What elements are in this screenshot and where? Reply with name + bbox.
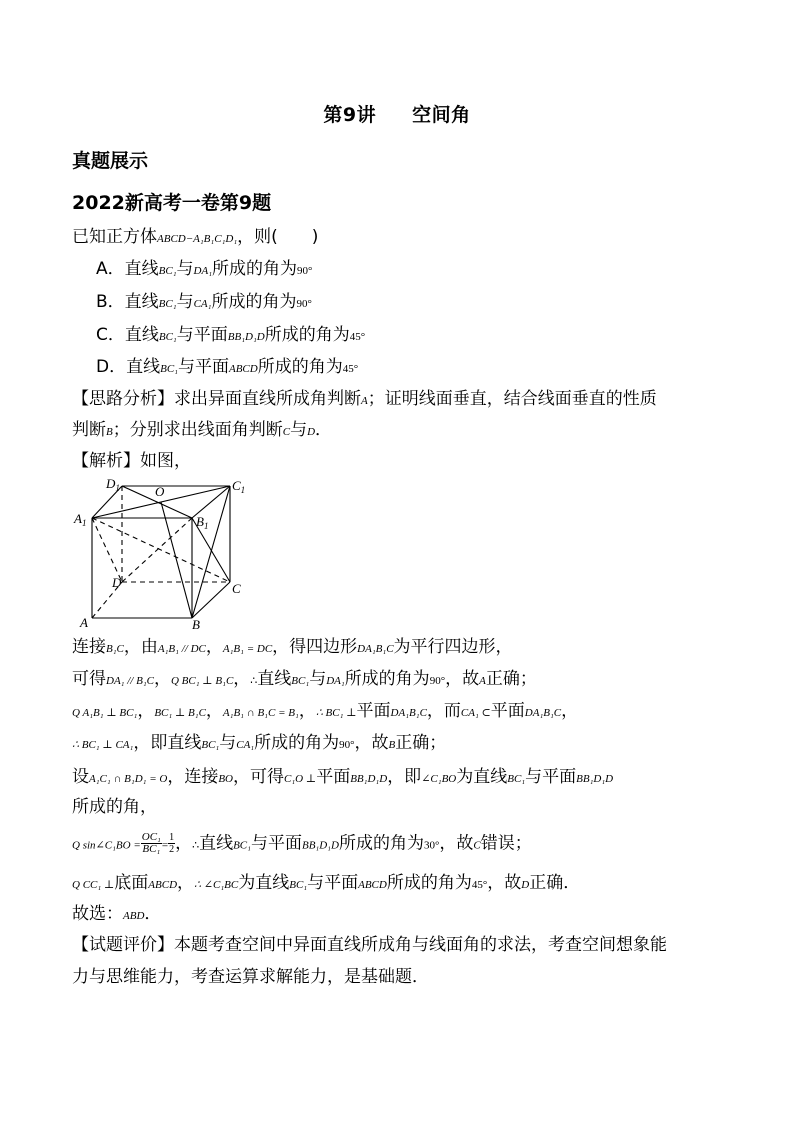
label-a: A bbox=[80, 615, 88, 630]
cube-figure bbox=[70, 472, 260, 632]
option-d: D．直线BC₁与平面ABCD所成的角为45° bbox=[96, 357, 359, 377]
evaluation-line-2: 力与思维能力，考查运算求解能力，是基础题． bbox=[72, 967, 429, 987]
problem-stem: 已知正方体ABCD−A₁B₁C₁D₁，则( ) bbox=[72, 227, 319, 247]
fraction-oc1-bc1: $\frac{\text{OC₁}}{\text{BC₁}}$ bbox=[141, 831, 161, 855]
solution-step-6: 所成的角， bbox=[72, 797, 157, 817]
solution-step-2: 可得DA₁ // B₁C，Q BC₁ ⊥ B₁C，∴直线BC₁与DA₁所成的角为90°，故A正确； bbox=[72, 669, 537, 689]
solution-intro: 【解析】如图， bbox=[72, 451, 191, 471]
diag-a1c-hidden bbox=[92, 518, 230, 582]
fraction-one-half: $\frac{1}{2}$ bbox=[169, 832, 175, 855]
solution-step-7: Q sin∠C₁BO = $\frac{\text{OC₁}}{\text{BC₁}}$ = $\frac{1}{2}$ ，∴直线BC₁与平面BB₁D₁D所成的角为30°，故C错误； bbox=[72, 831, 532, 855]
solution-answer: 故选：ABD． bbox=[72, 904, 162, 924]
line-c1b bbox=[192, 486, 230, 618]
label-o: O bbox=[155, 484, 165, 499]
cube-diagram bbox=[70, 472, 260, 632]
label-c: C bbox=[232, 581, 241, 596]
label-a1: $A_1$ bbox=[74, 511, 87, 528]
evaluation-line-1: 【试题评价】本题考查空间中异面直线所成角与线面角的求法，考查空间想象能 bbox=[72, 935, 667, 955]
label-b: B bbox=[192, 617, 200, 632]
solution-step-4: ∴ BC₁ ⊥ CA₁，即直线BC₁与CA₁所成的角为90°，故B正确； bbox=[72, 733, 447, 753]
lecture-number: 第9讲 bbox=[323, 104, 377, 126]
solution-step-5: 设A₁C₁ ∩ B₁D₁ = O，连接BO，可得C₁O ⊥平面BB₁D₁D，即∠C₁BO为直线BC₁与平面BB₁D₁D bbox=[72, 767, 614, 787]
label-d: D bbox=[112, 575, 122, 590]
option-c: C．直线BC₁与平面BB₁D₁D所成的角为45° bbox=[96, 325, 366, 345]
label-c1: $C_1$ bbox=[232, 478, 246, 495]
lecture-topic: 空间角 bbox=[412, 104, 471, 126]
label-b1: $B_1$ bbox=[196, 514, 209, 531]
option-b: B．直线BC₁与CA₁所成的角为90° bbox=[96, 292, 312, 312]
solution-step-8: Q CC₁ ⊥底面ABCD，∴ ∠C₁BC为直线BC₁与平面ABCD所成的角为45°，故D正确． bbox=[72, 873, 581, 893]
solution-step-1: 连接B₁C，由A₁B₁ // DC，A₁B₁ = DC，得四边形DA₁B₁C为平行四边形， bbox=[72, 637, 513, 657]
analysis-line-1: 【思路分析】求出异面直线所成角判断A；证明线面垂直，结合线面垂直的性质 bbox=[72, 389, 657, 409]
analysis-line-2: 判断B；分别求出线面角判断C与D． bbox=[72, 420, 333, 440]
solution-step-3: Q A₁B₁ ⊥ BC₁，BC₁ ⊥ B₁C，A₁B₁ ∩ B₁C = B₁，∴ BC₁ ⊥平面DA₁B₁C，而CA₁ ⊂平面DA₁B₁C， bbox=[72, 701, 579, 721]
page-title bbox=[0, 100, 794, 127]
line-a1d-hidden bbox=[92, 518, 122, 582]
label-d1: $D_1$ bbox=[106, 476, 120, 493]
line-ob bbox=[161, 502, 192, 618]
option-a: A．直线BC₁与DA₁所成的角为90° bbox=[96, 259, 313, 279]
section-heading: 真题展示 bbox=[72, 150, 149, 172]
line-db1-hidden bbox=[122, 518, 192, 582]
problem-heading: 2022新高考一卷第9题 bbox=[72, 192, 272, 214]
